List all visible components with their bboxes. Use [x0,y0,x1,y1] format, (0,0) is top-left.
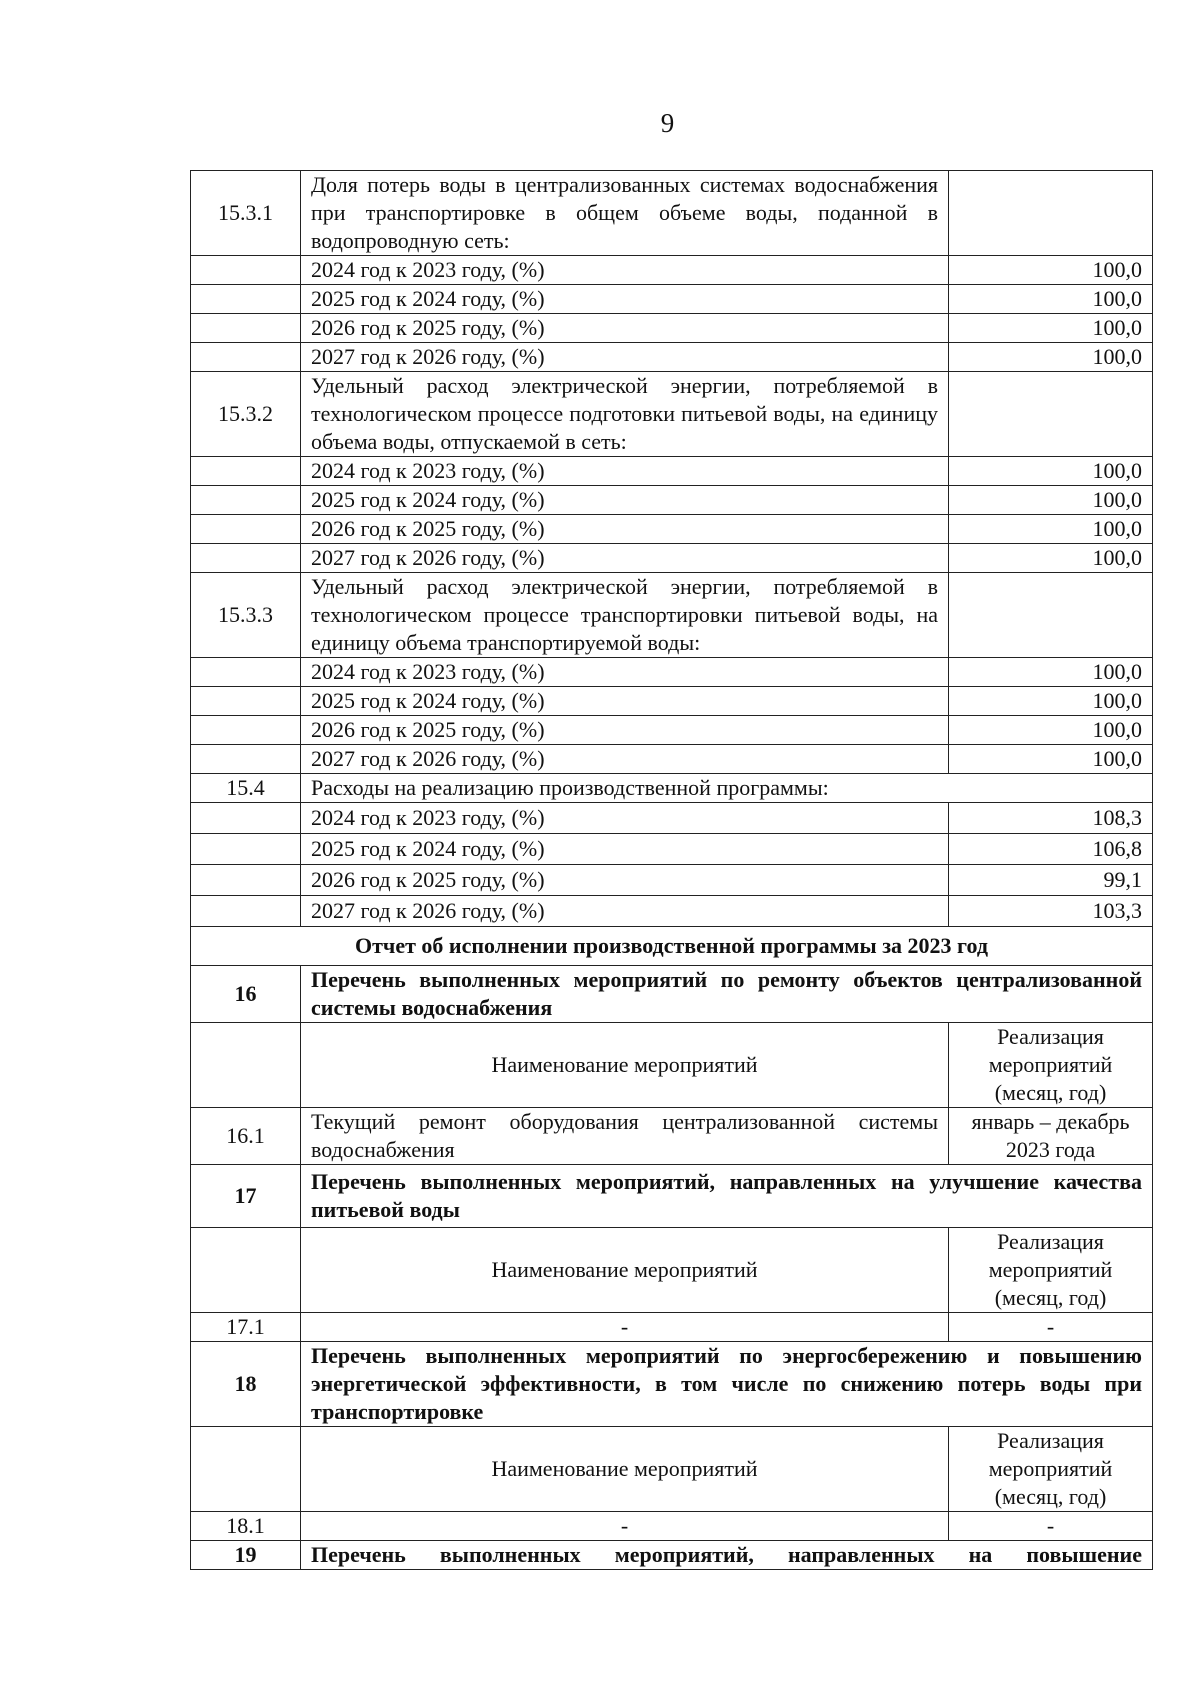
document-table [190,170,1153,1570]
item-period: - [949,1313,1153,1342]
column-header-row [191,1023,1153,1108]
table-row [191,285,1153,314]
item-number: 17.1 [191,1313,301,1342]
section-row [191,573,1153,658]
empty-cell [191,896,301,927]
empty-cell [949,573,1153,658]
table-row [191,1313,1153,1342]
item-name: - [301,1512,949,1541]
row-value: 100,0 [949,515,1153,544]
section-number: 18 [191,1342,301,1427]
row-value: 108,3 [949,803,1153,834]
row-label: 2025 год к 2024 году, (%) [301,285,949,314]
row-label: 2025 год к 2024 году, (%) [301,486,949,515]
table-row [191,515,1153,544]
empty-cell [949,372,1153,457]
row-value: 100,0 [949,745,1153,774]
empty-cell [191,343,301,372]
row-value: 103,3 [949,896,1153,927]
table-row [191,457,1153,486]
column-header-name: Наименование мероприятий [301,1023,949,1108]
table-row [191,486,1153,515]
table-row [191,745,1153,774]
empty-cell [191,486,301,515]
section-number: 16 [191,966,301,1023]
empty-cell [191,314,301,343]
row-label: 2027 год к 2026 году, (%) [301,745,949,774]
column-header-row [191,1228,1153,1313]
item-name: - [301,1313,949,1342]
section-title: Перечень выполненных мероприятий по ремонту объектов централизованной системы водоснабжения [301,966,1153,1023]
item-number: 16.1 [191,1108,301,1165]
row-label: 2025 год к 2024 году, (%) [301,834,949,865]
row-label: 2024 год к 2023 году, (%) [301,658,949,687]
table-row [191,803,1153,834]
section-title: Перечень выполненных мероприятий, направленных на улучшение качества питьевой воды [301,1165,1153,1228]
empty-cell [191,865,301,896]
section-row [191,966,1153,1023]
table-row [191,716,1153,745]
section-row [191,1541,1153,1570]
empty-cell [949,171,1153,256]
table-row [191,687,1153,716]
row-label: 2024 год к 2023 году, (%) [301,256,949,285]
row-label: 2027 год к 2026 году, (%) [301,343,949,372]
section-row [191,372,1153,457]
row-value: 100,0 [949,285,1153,314]
empty-cell [191,834,301,865]
row-value: 100,0 [949,658,1153,687]
row-label: 2026 год к 2025 году, (%) [301,515,949,544]
table-row [191,834,1153,865]
row-label: 2027 год к 2026 году, (%) [301,896,949,927]
empty-cell [191,687,301,716]
report-title: Отчет об исполнении производственной программы за 2023 год [191,927,1153,966]
empty-cell [191,285,301,314]
section-title: Доля потерь воды в централизованных системах водоснабжения при транспортировке в общем объеме воды, поданной в водопроводную сеть: [301,171,949,256]
row-label: 2026 год к 2025 году, (%) [301,314,949,343]
report-title-row [191,927,1153,966]
item-name: Текущий ремонт оборудования централизованной системы водоснабжения [301,1108,949,1165]
row-label: 2026 год к 2025 году, (%) [301,716,949,745]
empty-cell [191,658,301,687]
table-row [191,1512,1153,1541]
column-header-implementation: Реализация мероприятий (месяц, год) [949,1228,1153,1313]
item-period: - [949,1512,1153,1541]
item-period: январь – декабрь 2023 года [949,1108,1153,1165]
section-number: 15.3.2 [191,372,301,457]
section-title: Удельный расход электрической энергии, потребляемой в технологическом процессе транспортировки питьевой воды, на единицу объема транспортируемой воды: [301,573,949,658]
section-number: 15.3.1 [191,171,301,256]
empty-cell [191,457,301,486]
row-value: 99,1 [949,865,1153,896]
section-row [191,1342,1153,1427]
column-header-name: Наименование мероприятий [301,1427,949,1512]
table-row [191,314,1153,343]
row-value: 100,0 [949,256,1153,285]
item-number: 18.1 [191,1512,301,1541]
table-row [191,658,1153,687]
empty-cell [191,256,301,285]
table-row [191,343,1153,372]
column-header-row [191,1427,1153,1512]
empty-cell [191,1427,301,1512]
table-row [191,896,1153,927]
row-value: 100,0 [949,687,1153,716]
empty-cell [191,745,301,774]
section-title: Расходы на реализацию производственной программы: [301,774,1153,803]
section-title: Перечень выполненных мероприятий, направленных на повышение [301,1541,1153,1570]
row-label: 2024 год к 2023 году, (%) [301,457,949,486]
section-row [191,1165,1153,1228]
table-row [191,865,1153,896]
row-value: 100,0 [949,314,1153,343]
row-label: 2026 год к 2025 году, (%) [301,865,949,896]
empty-cell [191,803,301,834]
table-row [191,544,1153,573]
page-number: 9 [660,108,675,138]
table-row [191,256,1153,285]
empty-cell [191,1228,301,1313]
section-number: 19 [191,1541,301,1570]
row-value: 100,0 [949,343,1153,372]
table-row [191,1108,1153,1165]
row-value: 100,0 [949,716,1153,745]
column-header-name: Наименование мероприятий [301,1228,949,1313]
row-label: 2027 год к 2026 году, (%) [301,544,949,573]
row-value: 100,0 [949,544,1153,573]
row-value: 100,0 [949,486,1153,515]
section-row [191,171,1153,256]
empty-cell [191,1023,301,1108]
row-label: 2025 год к 2024 году, (%) [301,687,949,716]
section-title: Удельный расход электрической энергии, потребляемой в технологическом процессе подготовки питьевой воды, на единицу объема воды, отпускаемой в сеть: [301,372,949,457]
section-number: 17 [191,1165,301,1228]
row-value: 100,0 [949,457,1153,486]
empty-cell [191,544,301,573]
empty-cell [191,515,301,544]
section-number: 15.3.3 [191,573,301,658]
row-label: 2024 год к 2023 году, (%) [301,803,949,834]
empty-cell [191,716,301,745]
section-number: 15.4 [191,774,301,803]
section-title: Перечень выполненных мероприятий по энергосбережению и повышению энергетической эффективности, в том числе по снижению потерь воды при транспортировке [301,1342,1153,1427]
row-value: 106,8 [949,834,1153,865]
column-header-implementation: Реализация мероприятий (месяц, год) [949,1427,1153,1512]
section-row [191,774,1153,803]
column-header-implementation: Реализация мероприятий (месяц, год) [949,1023,1153,1108]
